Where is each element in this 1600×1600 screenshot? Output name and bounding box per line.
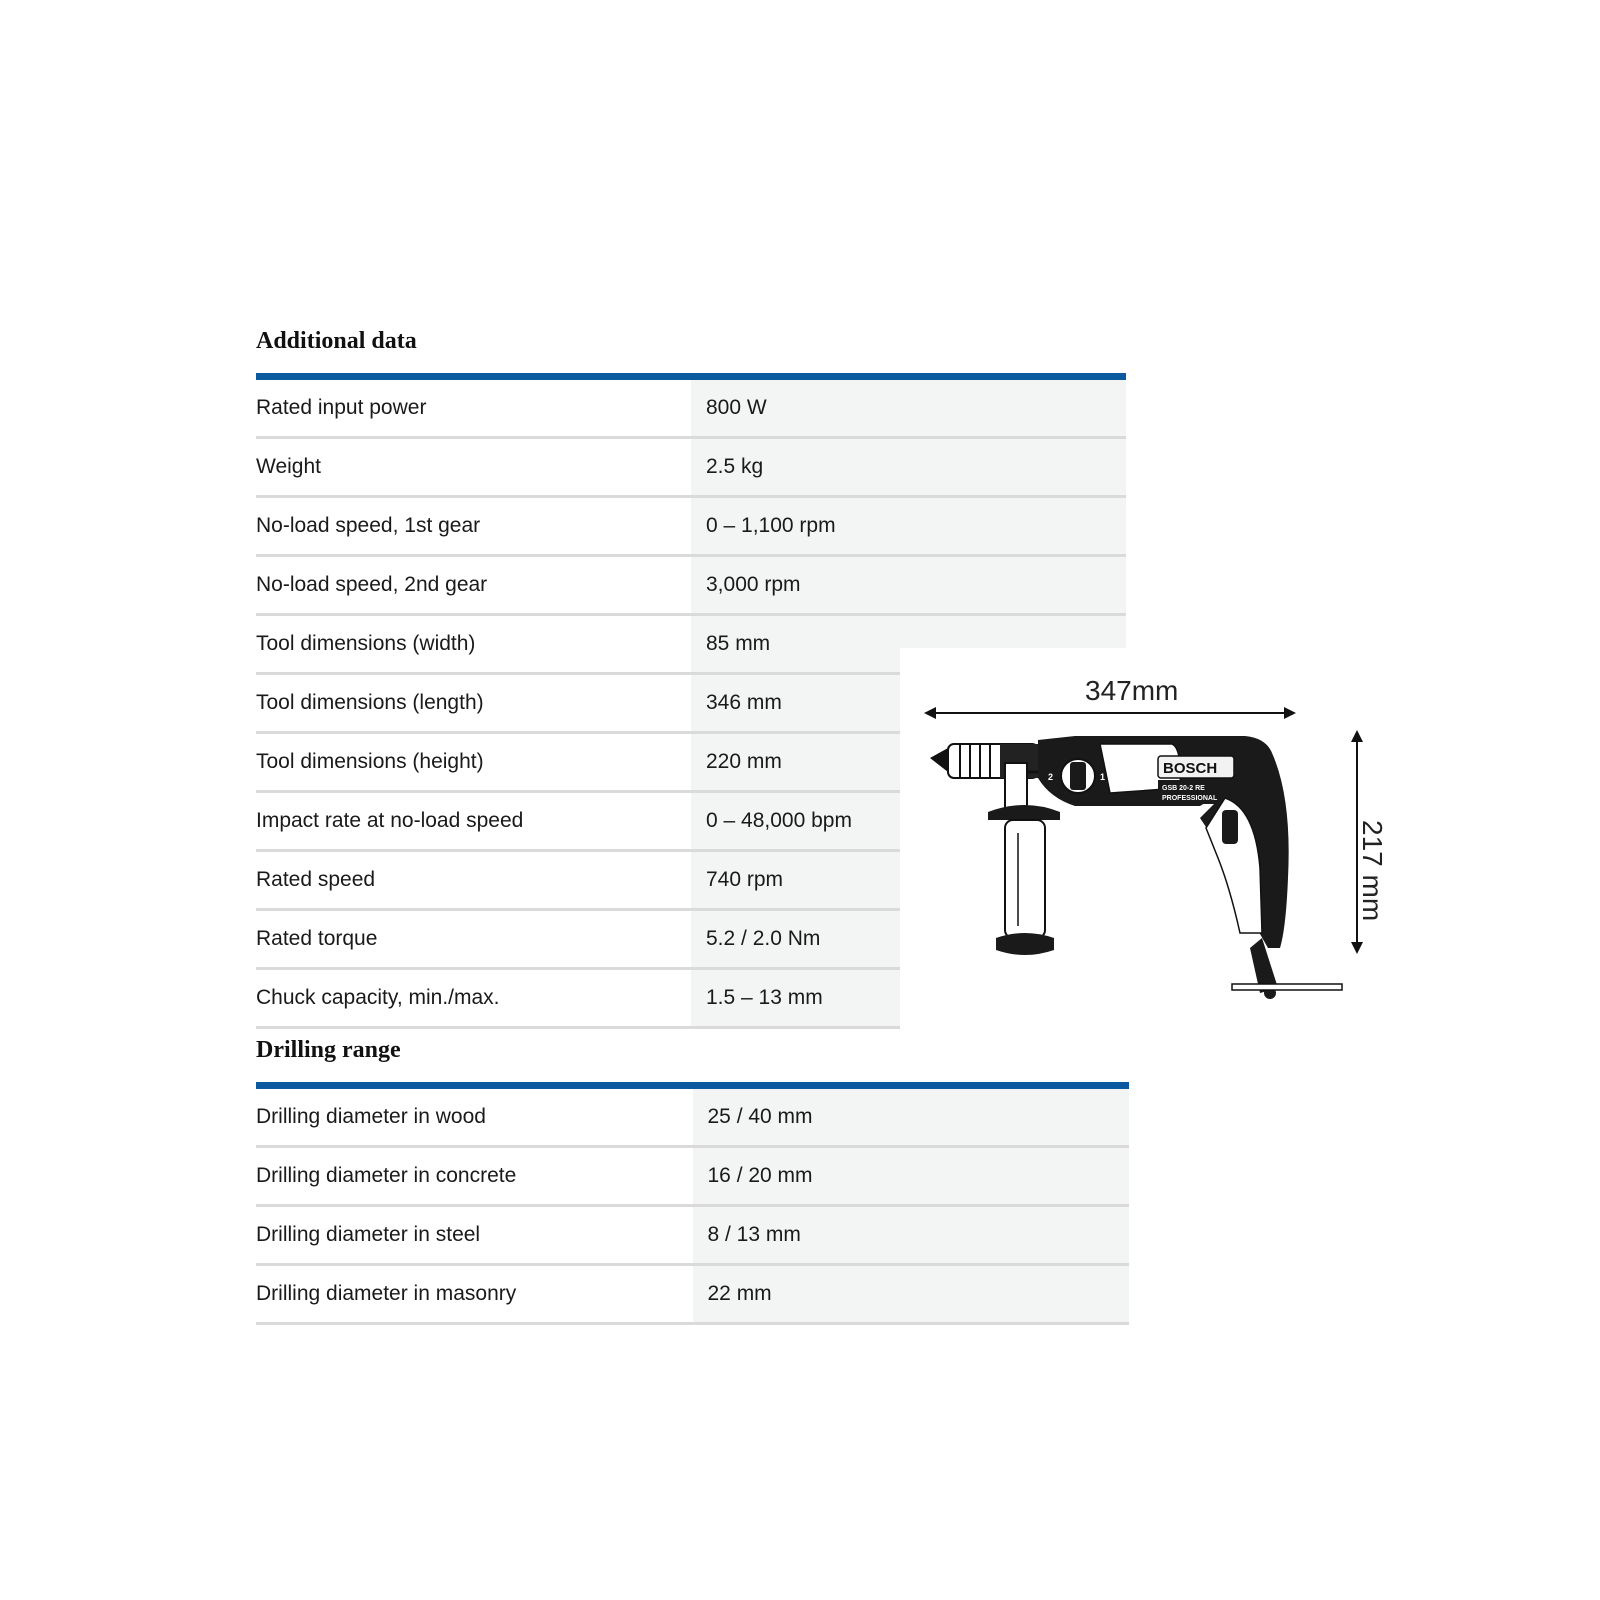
side-handle: [988, 763, 1060, 955]
spec-label: Rated torque: [256, 910, 691, 969]
spec-label: Tool dimensions (height): [256, 733, 691, 792]
table-row: [256, 1206, 1129, 1265]
drilling-range-rows: [256, 1089, 1129, 1324]
spec-label: Drilling diameter in steel: [256, 1206, 693, 1265]
spec-value: 3,000 rpm: [691, 556, 1126, 615]
power-cable: [1232, 938, 1342, 999]
spec-value: 346 mm: [691, 674, 1126, 733]
drilling-range-table: [256, 1082, 1129, 1325]
spec-value: 800 W: [691, 380, 1126, 438]
table-header-rule: [256, 373, 1126, 380]
spec-label: Tool dimensions (width): [256, 615, 691, 674]
height-dimension-label: 217 mm: [1357, 820, 1388, 922]
drill-illustration: [900, 648, 1415, 1043]
spec-value: 25 / 40 mm: [693, 1089, 1130, 1147]
drilling-range-title: Drilling range: [256, 1037, 401, 1063]
trigger: [1222, 810, 1238, 844]
table-row: [256, 1089, 1129, 1147]
spec-label: No-load speed, 1st gear: [256, 497, 691, 556]
table-row: [256, 1265, 1129, 1324]
spec-value: 8 / 13 mm: [693, 1206, 1130, 1265]
spec-value: 2.5 kg: [691, 438, 1126, 497]
spec-value: 0 – 48,000 bpm: [691, 792, 1126, 851]
spec-label: Chuck capacity, min./max.: [256, 969, 691, 1028]
drill-dimension-drawing: [900, 648, 1415, 1043]
spec-label: No-load speed, 2nd gear: [256, 556, 691, 615]
spec-label: Tool dimensions (length): [256, 674, 691, 733]
table-row: [256, 497, 1126, 556]
spec-value: 22 mm: [693, 1265, 1130, 1324]
spec-label: Rated input power: [256, 380, 691, 438]
width-dimension-label: 347mm: [1085, 675, 1179, 706]
table-header-rule: [256, 1082, 1129, 1089]
gear-2-label: 2: [1048, 772, 1054, 782]
spec-label: Drilling diameter in concrete: [256, 1147, 693, 1206]
table-row: [256, 556, 1126, 615]
table-row: [256, 438, 1126, 497]
spec-label: Weight: [256, 438, 691, 497]
spec-value: 0 – 1,100 rpm: [691, 497, 1126, 556]
spec-value: 1.5 – 13 mm: [691, 969, 1126, 1028]
model-name: GSB 20-2 RE: [1162, 785, 1205, 792]
gear-1-label: 1: [1100, 772, 1106, 782]
spec-value: 740 rpm: [691, 851, 1126, 910]
spec-value: 5.2 / 2.0 Nm: [691, 910, 1126, 969]
table-row: [256, 1147, 1129, 1206]
spec-value: 220 mm: [691, 733, 1126, 792]
spec-label: Drilling diameter in wood: [256, 1089, 693, 1147]
table-row: [256, 380, 1126, 438]
spec-label: Drilling diameter in masonry: [256, 1265, 693, 1324]
brand-logo: BOSCH: [1163, 760, 1218, 777]
spec-value: 85 mm: [691, 615, 1126, 674]
additional-data-title: Additional data: [256, 328, 417, 354]
model-series: PROFESSIONAL: [1162, 795, 1218, 802]
spec-label: Impact rate at no-load speed: [256, 792, 691, 851]
spec-label: Rated speed: [256, 851, 691, 910]
spec-value: 16 / 20 mm: [693, 1147, 1130, 1206]
